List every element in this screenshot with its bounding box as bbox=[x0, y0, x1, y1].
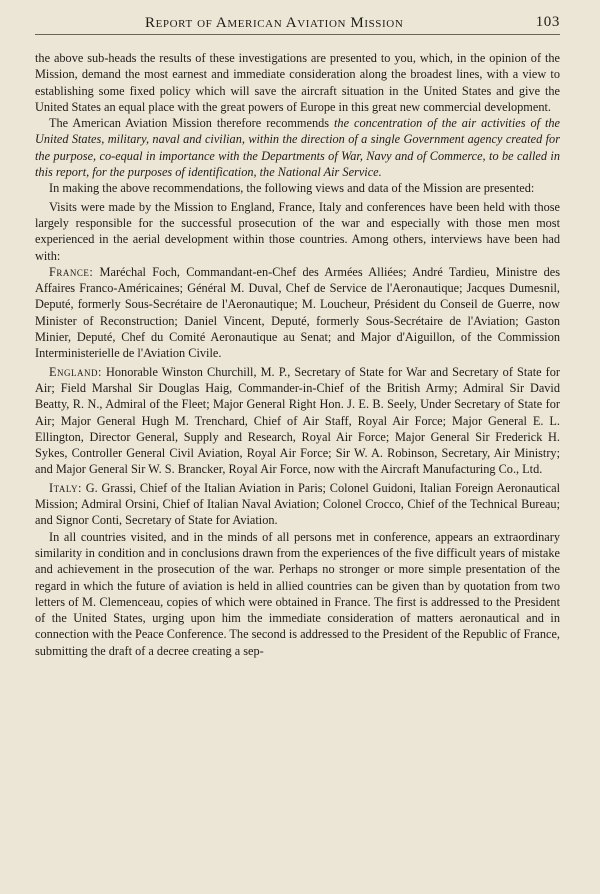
paragraph-france bbox=[35, 264, 560, 362]
recommendation-lead: The American Aviation Mission therefore recommends bbox=[49, 116, 334, 131]
england-text: Honorable Winston Churchill, M. P., Secretary of State for War and Secretary of State for Air; Field Marshal Sir Douglas Haig, Commander-in-Chief of the British Army; Admiral Sir David Beatty, R. N., Admiral of the Fleet; Major General Right Hon. J. E. B. Seely, Under Secretary of State for Air; Major General Hugh M. Trenchard, Chief of Air Staff, Royal Air Force; Major General E. L. Ellington, Director General, Supply and Research, Royal Air Force; Major General Sir Frederick H. Sykes, Controller General Civil Aviation, Royal Air Force; Sir W. A. Robinson, Secretary, Air Ministry; and Major General Sir W. S. Brancker, Royal Air Force, now with the Aircraft Manufacturing Co., Ltd. bbox=[35, 364, 560, 477]
italy-label: Italy: bbox=[49, 480, 82, 495]
paragraph-continuation: the above sub-heads the results of these investigations are presented to you, which, in the opinion of the Mission, demand the most earnest and immediate consideration along the broadest lines, with a view to establishing some fixed policy which will save the aircraft situation in the United States and give the United States an equal place with the great powers of Europe in this great new commercial development. bbox=[35, 51, 560, 114]
france-label: France: bbox=[49, 264, 94, 279]
england-label: England: bbox=[49, 364, 102, 379]
italy-text: G. Grassi, Chief of the Italian Aviation in Paris; Colonel Guidoni, Italian Foreign Aeronautical Mission; Admiral Orsini, Chief of Italian Naval Aviation; Colonel Crocco, Chief of the Technical Bureau; and Signor Conti, Secretary of State for Aviation. bbox=[35, 480, 560, 528]
page-number: 103 bbox=[535, 14, 560, 30]
running-header bbox=[35, 12, 560, 35]
paragraph-visits: Visits were made by the Mission to England, France, Italy and conferences have been held with those largely responsible for the successful prosecution of the war and especially with those men most experienced in the aerial development within those countries. Among others, interviews have been had with: bbox=[35, 199, 560, 263]
paragraph-england bbox=[35, 364, 560, 478]
paragraph-views-intro: In making the above recommendations, the following views and data of the Mission are presented: bbox=[49, 181, 535, 196]
paragraph-recommendation bbox=[35, 115, 560, 180]
paragraph-countries-visited: In all countries visited, and in the minds of all persons met in conference, appears an extraordinary similarity in condition and in conclusions drawn from the experiences of the five difficult years of mistake and achievement in the prosecution of the war. Perhaps no stronger or more simple presentation of the regard in which the future of aviation is held in allied countries can be given than by quotation from two letters of M. Clemenceau, copies of which were obtained in France. The first is addressed to the President of the United States, urging upon him the immediate consideration of matters aeronautical and in connection with the Peace Conference. The second is addressed to the President of the Republic of France, submitting the draft of a decree creating a sep- bbox=[35, 529, 560, 658]
body-text bbox=[35, 50, 560, 659]
recommendation-emphasis: the concentration of the air activities of the United States, military, naval and civilian, within the direction of a single Government agency created for the purpose, co-equal in importance with the Departments of War, Navy and of Commerce, to be called in this report, for the purposes of identification, the National Air Service. bbox=[35, 116, 560, 180]
running-title: Report of American Aviation Mission bbox=[145, 15, 404, 31]
france-text: Maréchal Foch, Commandant-en-Chef des Armées Alliées; André Tardieu, Ministre des Affaires Franco-Américaines; Général M. Duval, Chef de Service de l'Aeronautique; Jacques Dumesnil, Deputé, formerly Sous-Secrétaire de l'Aeronautique; M. Loucheur, Président du Conseil de Guerre, now Minister of Reconstruction; Daniel Vincent, Deputé, formerly Sous-Secrétaire de l'Aviation; Gaston Minier, Deputé, Chef du Comité Aeronautique au Senat; and Major d'Aiguillon, of the Commission Interministerielle de l'Aviation Civile. bbox=[35, 264, 560, 361]
paragraph-italy bbox=[35, 480, 560, 529]
